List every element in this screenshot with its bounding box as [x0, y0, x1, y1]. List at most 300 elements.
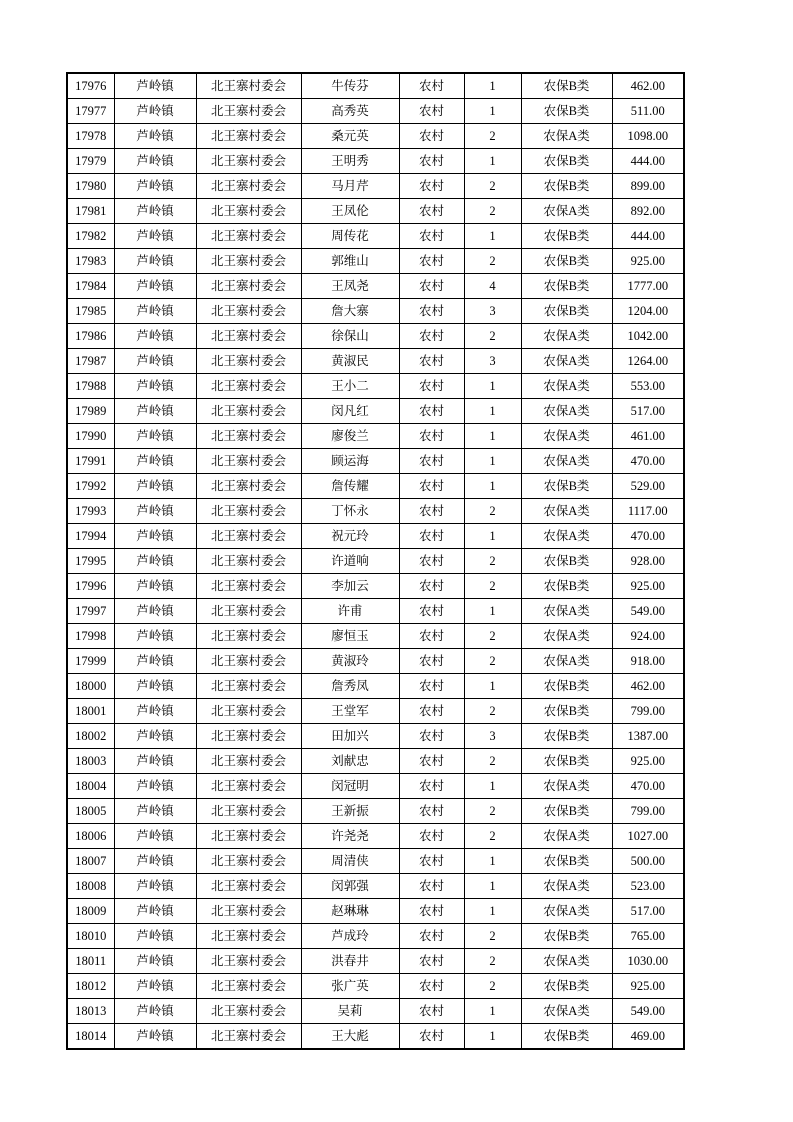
cell-sequence-number: 17996 [67, 574, 114, 599]
cell-village-committee: 北王寨村委会 [196, 599, 301, 624]
cell-person-name: 张广英 [301, 974, 399, 999]
cell-household-type: 农村 [399, 124, 464, 149]
cell-household-type: 农村 [399, 799, 464, 824]
cell-village-committee: 北王寨村委会 [196, 724, 301, 749]
cell-person-name: 周传花 [301, 224, 399, 249]
table-row [67, 399, 684, 424]
cell-insurance-category: 农保A类 [521, 449, 612, 474]
cell-amount: 511.00 [612, 99, 684, 124]
cell-household-type: 农村 [399, 424, 464, 449]
table-row [67, 824, 684, 849]
cell-amount: 918.00 [612, 649, 684, 674]
cell-household-type: 农村 [399, 174, 464, 199]
cell-person-name: 马月芹 [301, 174, 399, 199]
cell-person-count: 1 [464, 674, 521, 699]
table-row [67, 799, 684, 824]
cell-person-count: 2 [464, 824, 521, 849]
table-row [67, 624, 684, 649]
cell-sequence-number: 17977 [67, 99, 114, 124]
cell-town: 芦岭镇 [114, 799, 196, 824]
cell-household-type: 农村 [399, 574, 464, 599]
table-row [67, 649, 684, 674]
cell-person-name: 许甫 [301, 599, 399, 624]
cell-person-count: 1 [464, 224, 521, 249]
cell-household-type: 农村 [399, 374, 464, 399]
cell-town: 芦岭镇 [114, 749, 196, 774]
cell-household-type: 农村 [399, 824, 464, 849]
cell-amount: 470.00 [612, 774, 684, 799]
cell-person-count: 1 [464, 599, 521, 624]
cell-person-count: 2 [464, 624, 521, 649]
cell-amount: 517.00 [612, 899, 684, 924]
cell-sequence-number: 17979 [67, 149, 114, 174]
cell-town: 芦岭镇 [114, 974, 196, 999]
cell-village-committee: 北王寨村委会 [196, 949, 301, 974]
cell-household-type: 农村 [399, 599, 464, 624]
cell-sequence-number: 17986 [67, 324, 114, 349]
cell-person-count: 2 [464, 974, 521, 999]
cell-village-committee: 北王寨村委会 [196, 999, 301, 1024]
cell-household-type: 农村 [399, 674, 464, 699]
cell-sequence-number: 17976 [67, 73, 114, 99]
cell-insurance-category: 农保A类 [521, 774, 612, 799]
cell-insurance-category: 农保A类 [521, 824, 612, 849]
cell-town: 芦岭镇 [114, 524, 196, 549]
cell-household-type: 农村 [399, 624, 464, 649]
table-row [67, 499, 684, 524]
cell-amount: 462.00 [612, 73, 684, 99]
table-body [67, 73, 684, 1049]
roster-table [66, 72, 685, 1050]
cell-amount: 523.00 [612, 874, 684, 899]
table-row [67, 99, 684, 124]
cell-sequence-number: 18007 [67, 849, 114, 874]
cell-person-name: 桑元英 [301, 124, 399, 149]
cell-household-type: 农村 [399, 974, 464, 999]
cell-village-committee: 北王寨村委会 [196, 874, 301, 899]
cell-person-count: 2 [464, 549, 521, 574]
cell-person-name: 李加云 [301, 574, 399, 599]
cell-insurance-category: 农保B类 [521, 749, 612, 774]
cell-village-committee: 北王寨村委会 [196, 549, 301, 574]
cell-person-name: 高秀英 [301, 99, 399, 124]
cell-amount: 469.00 [612, 1024, 684, 1050]
cell-household-type: 农村 [399, 649, 464, 674]
cell-amount: 925.00 [612, 974, 684, 999]
cell-person-name: 王凤尧 [301, 274, 399, 299]
cell-person-name: 徐保山 [301, 324, 399, 349]
cell-amount: 928.00 [612, 549, 684, 574]
cell-village-committee: 北王寨村委会 [196, 174, 301, 199]
cell-town: 芦岭镇 [114, 424, 196, 449]
cell-sequence-number: 17985 [67, 299, 114, 324]
cell-amount: 1027.00 [612, 824, 684, 849]
cell-person-count: 1 [464, 774, 521, 799]
cell-person-name: 田加兴 [301, 724, 399, 749]
cell-village-committee: 北王寨村委会 [196, 449, 301, 474]
cell-person-count: 2 [464, 124, 521, 149]
cell-amount: 924.00 [612, 624, 684, 649]
cell-village-committee: 北王寨村委会 [196, 424, 301, 449]
cell-sequence-number: 17994 [67, 524, 114, 549]
cell-person-name: 刘献忠 [301, 749, 399, 774]
cell-insurance-category: 农保B类 [521, 73, 612, 99]
cell-person-name: 王凤伦 [301, 199, 399, 224]
cell-insurance-category: 农保B类 [521, 174, 612, 199]
cell-sequence-number: 17991 [67, 449, 114, 474]
cell-town: 芦岭镇 [114, 73, 196, 99]
cell-household-type: 农村 [399, 924, 464, 949]
cell-amount: 549.00 [612, 999, 684, 1024]
cell-person-name: 詹传耀 [301, 474, 399, 499]
cell-village-committee: 北王寨村委会 [196, 73, 301, 99]
cell-town: 芦岭镇 [114, 249, 196, 274]
table-row [67, 774, 684, 799]
cell-household-type: 农村 [399, 699, 464, 724]
cell-town: 芦岭镇 [114, 99, 196, 124]
cell-village-committee: 北王寨村委会 [196, 199, 301, 224]
cell-town: 芦岭镇 [114, 1024, 196, 1050]
cell-amount: 1117.00 [612, 499, 684, 524]
cell-household-type: 农村 [399, 349, 464, 374]
table-row [67, 874, 684, 899]
cell-insurance-category: 农保A类 [521, 124, 612, 149]
cell-insurance-category: 农保B类 [521, 249, 612, 274]
cell-insurance-category: 农保A类 [521, 899, 612, 924]
cell-amount: 1777.00 [612, 274, 684, 299]
cell-sequence-number: 18003 [67, 749, 114, 774]
cell-insurance-category: 农保B类 [521, 99, 612, 124]
cell-person-name: 吴莉 [301, 999, 399, 1024]
cell-town: 芦岭镇 [114, 124, 196, 149]
cell-village-committee: 北王寨村委会 [196, 149, 301, 174]
cell-town: 芦岭镇 [114, 824, 196, 849]
cell-sequence-number: 18000 [67, 674, 114, 699]
cell-sequence-number: 17995 [67, 549, 114, 574]
cell-household-type: 农村 [399, 549, 464, 574]
cell-amount: 1264.00 [612, 349, 684, 374]
cell-amount: 1204.00 [612, 299, 684, 324]
cell-person-name: 廖恒玉 [301, 624, 399, 649]
cell-amount: 553.00 [612, 374, 684, 399]
table-row [67, 974, 684, 999]
cell-person-count: 2 [464, 924, 521, 949]
cell-town: 芦岭镇 [114, 624, 196, 649]
table-row [67, 724, 684, 749]
table-row [67, 924, 684, 949]
table-row [67, 674, 684, 699]
cell-insurance-category: 农保B类 [521, 924, 612, 949]
cell-insurance-category: 农保B类 [521, 149, 612, 174]
table-row [67, 73, 684, 99]
cell-household-type: 农村 [399, 149, 464, 174]
cell-sequence-number: 18001 [67, 699, 114, 724]
table-row [67, 1024, 684, 1050]
cell-person-name: 黄淑玲 [301, 649, 399, 674]
cell-household-type: 农村 [399, 949, 464, 974]
cell-person-count: 1 [464, 149, 521, 174]
cell-person-count: 2 [464, 699, 521, 724]
cell-person-count: 2 [464, 324, 521, 349]
cell-person-name: 牛传芬 [301, 73, 399, 99]
cell-person-name: 王堂军 [301, 699, 399, 724]
cell-household-type: 农村 [399, 724, 464, 749]
cell-amount: 892.00 [612, 199, 684, 224]
cell-amount: 925.00 [612, 574, 684, 599]
cell-insurance-category: 农保A类 [521, 199, 612, 224]
cell-person-count: 1 [464, 899, 521, 924]
cell-sequence-number: 17982 [67, 224, 114, 249]
cell-village-committee: 北王寨村委会 [196, 524, 301, 549]
cell-sequence-number: 18008 [67, 874, 114, 899]
cell-insurance-category: 农保B类 [521, 724, 612, 749]
table-row [67, 749, 684, 774]
cell-town: 芦岭镇 [114, 274, 196, 299]
cell-sequence-number: 17981 [67, 199, 114, 224]
table-row [67, 224, 684, 249]
cell-amount: 925.00 [612, 249, 684, 274]
cell-town: 芦岭镇 [114, 399, 196, 424]
cell-person-count: 1 [464, 474, 521, 499]
cell-town: 芦岭镇 [114, 924, 196, 949]
cell-insurance-category: 农保B类 [521, 224, 612, 249]
cell-insurance-category: 农保A类 [521, 949, 612, 974]
cell-amount: 444.00 [612, 224, 684, 249]
cell-amount: 549.00 [612, 599, 684, 624]
cell-person-name: 周清侠 [301, 849, 399, 874]
cell-person-count: 2 [464, 749, 521, 774]
cell-person-name: 洪春井 [301, 949, 399, 974]
table-row [67, 849, 684, 874]
table-row [67, 549, 684, 574]
cell-insurance-category: 农保A类 [521, 874, 612, 899]
cell-household-type: 农村 [399, 249, 464, 274]
cell-amount: 1098.00 [612, 124, 684, 149]
cell-village-committee: 北王寨村委会 [196, 774, 301, 799]
cell-insurance-category: 农保A类 [521, 624, 612, 649]
cell-person-name: 廖俊兰 [301, 424, 399, 449]
cell-town: 芦岭镇 [114, 349, 196, 374]
cell-town: 芦岭镇 [114, 549, 196, 574]
cell-town: 芦岭镇 [114, 649, 196, 674]
table-row [67, 449, 684, 474]
cell-sequence-number: 18014 [67, 1024, 114, 1050]
cell-household-type: 农村 [399, 224, 464, 249]
cell-insurance-category: 农保A类 [521, 649, 612, 674]
table-row [67, 574, 684, 599]
cell-insurance-category: 农保A类 [521, 324, 612, 349]
cell-person-count: 4 [464, 274, 521, 299]
cell-sequence-number: 18010 [67, 924, 114, 949]
cell-household-type: 农村 [399, 324, 464, 349]
cell-person-name: 詹秀凤 [301, 674, 399, 699]
table-row [67, 474, 684, 499]
cell-amount: 925.00 [612, 749, 684, 774]
cell-village-committee: 北王寨村委会 [196, 499, 301, 524]
cell-town: 芦岭镇 [114, 774, 196, 799]
cell-village-committee: 北王寨村委会 [196, 474, 301, 499]
cell-person-name: 王大彪 [301, 1024, 399, 1050]
cell-amount: 1042.00 [612, 324, 684, 349]
cell-sequence-number: 17997 [67, 599, 114, 624]
cell-village-committee: 北王寨村委会 [196, 674, 301, 699]
table-row [67, 949, 684, 974]
cell-insurance-category: 农保A类 [521, 999, 612, 1024]
cell-town: 芦岭镇 [114, 874, 196, 899]
cell-insurance-category: 农保B类 [521, 274, 612, 299]
cell-amount: 1030.00 [612, 949, 684, 974]
cell-town: 芦岭镇 [114, 449, 196, 474]
cell-person-name: 王新振 [301, 799, 399, 824]
cell-insurance-category: 农保B类 [521, 299, 612, 324]
cell-person-count: 1 [464, 399, 521, 424]
cell-town: 芦岭镇 [114, 224, 196, 249]
cell-sequence-number: 18013 [67, 999, 114, 1024]
cell-insurance-category: 农保B类 [521, 974, 612, 999]
cell-insurance-category: 农保A类 [521, 599, 612, 624]
cell-amount: 799.00 [612, 799, 684, 824]
cell-person-count: 1 [464, 1024, 521, 1050]
cell-amount: 500.00 [612, 849, 684, 874]
table-row [67, 524, 684, 549]
cell-person-name: 丁怀永 [301, 499, 399, 524]
cell-town: 芦岭镇 [114, 174, 196, 199]
cell-town: 芦岭镇 [114, 374, 196, 399]
cell-person-count: 1 [464, 73, 521, 99]
cell-household-type: 农村 [399, 774, 464, 799]
cell-sequence-number: 18009 [67, 899, 114, 924]
cell-insurance-category: 农保A类 [521, 399, 612, 424]
cell-sequence-number: 17987 [67, 349, 114, 374]
cell-household-type: 农村 [399, 399, 464, 424]
cell-household-type: 农村 [399, 199, 464, 224]
cell-sequence-number: 17998 [67, 624, 114, 649]
cell-person-count: 1 [464, 999, 521, 1024]
cell-sequence-number: 18002 [67, 724, 114, 749]
cell-person-count: 2 [464, 499, 521, 524]
cell-village-committee: 北王寨村委会 [196, 899, 301, 924]
table-row [67, 274, 684, 299]
cell-insurance-category: 农保B类 [521, 799, 612, 824]
table-row [67, 199, 684, 224]
cell-amount: 899.00 [612, 174, 684, 199]
cell-person-count: 2 [464, 799, 521, 824]
table-row [67, 149, 684, 174]
cell-household-type: 农村 [399, 1024, 464, 1050]
cell-town: 芦岭镇 [114, 499, 196, 524]
cell-household-type: 农村 [399, 899, 464, 924]
cell-insurance-category: 农保A类 [521, 524, 612, 549]
cell-person-name: 许尧尧 [301, 824, 399, 849]
cell-town: 芦岭镇 [114, 999, 196, 1024]
cell-sequence-number: 18012 [67, 974, 114, 999]
cell-sequence-number: 17988 [67, 374, 114, 399]
cell-household-type: 农村 [399, 274, 464, 299]
cell-insurance-category: 农保B类 [521, 549, 612, 574]
cell-person-count: 3 [464, 299, 521, 324]
table-row [67, 299, 684, 324]
cell-household-type: 农村 [399, 874, 464, 899]
cell-person-count: 1 [464, 849, 521, 874]
cell-town: 芦岭镇 [114, 324, 196, 349]
cell-person-name: 祝元玲 [301, 524, 399, 549]
cell-village-committee: 北王寨村委会 [196, 224, 301, 249]
cell-village-committee: 北王寨村委会 [196, 1024, 301, 1050]
cell-sequence-number: 17989 [67, 399, 114, 424]
cell-town: 芦岭镇 [114, 949, 196, 974]
cell-sequence-number: 17992 [67, 474, 114, 499]
cell-insurance-category: 农保B类 [521, 574, 612, 599]
cell-person-count: 3 [464, 349, 521, 374]
cell-town: 芦岭镇 [114, 474, 196, 499]
cell-village-committee: 北王寨村委会 [196, 849, 301, 874]
cell-person-count: 1 [464, 424, 521, 449]
cell-person-count: 1 [464, 524, 521, 549]
cell-household-type: 农村 [399, 849, 464, 874]
cell-person-count: 2 [464, 949, 521, 974]
cell-town: 芦岭镇 [114, 674, 196, 699]
cell-person-name: 顾运海 [301, 449, 399, 474]
cell-village-committee: 北王寨村委会 [196, 699, 301, 724]
table-row [67, 424, 684, 449]
cell-village-committee: 北王寨村委会 [196, 749, 301, 774]
cell-town: 芦岭镇 [114, 899, 196, 924]
cell-village-committee: 北王寨村委会 [196, 574, 301, 599]
cell-household-type: 农村 [399, 474, 464, 499]
cell-household-type: 农村 [399, 499, 464, 524]
cell-town: 芦岭镇 [114, 699, 196, 724]
cell-person-name: 黄淑民 [301, 349, 399, 374]
cell-sequence-number: 18006 [67, 824, 114, 849]
cell-amount: 462.00 [612, 674, 684, 699]
cell-person-name: 闵郭强 [301, 874, 399, 899]
cell-person-count: 1 [464, 874, 521, 899]
cell-town: 芦岭镇 [114, 199, 196, 224]
cell-sequence-number: 18004 [67, 774, 114, 799]
cell-insurance-category: 农保B类 [521, 474, 612, 499]
table-row [67, 174, 684, 199]
cell-village-committee: 北王寨村委会 [196, 649, 301, 674]
cell-village-committee: 北王寨村委会 [196, 399, 301, 424]
cell-person-count: 2 [464, 649, 521, 674]
cell-village-committee: 北王寨村委会 [196, 624, 301, 649]
cell-sequence-number: 17978 [67, 124, 114, 149]
cell-village-committee: 北王寨村委会 [196, 299, 301, 324]
cell-person-count: 2 [464, 249, 521, 274]
cell-person-count: 2 [464, 174, 521, 199]
cell-person-name: 詹大寨 [301, 299, 399, 324]
cell-insurance-category: 农保A类 [521, 424, 612, 449]
cell-person-name: 芦成玲 [301, 924, 399, 949]
cell-insurance-category: 农保B类 [521, 849, 612, 874]
cell-person-name: 闵凡红 [301, 399, 399, 424]
cell-town: 芦岭镇 [114, 849, 196, 874]
cell-sequence-number: 17993 [67, 499, 114, 524]
cell-person-name: 王明秀 [301, 149, 399, 174]
cell-town: 芦岭镇 [114, 599, 196, 624]
cell-village-committee: 北王寨村委会 [196, 249, 301, 274]
table-row [67, 249, 684, 274]
cell-village-committee: 北王寨村委会 [196, 274, 301, 299]
cell-household-type: 农村 [399, 749, 464, 774]
cell-town: 芦岭镇 [114, 574, 196, 599]
cell-household-type: 农村 [399, 73, 464, 99]
cell-sequence-number: 17980 [67, 174, 114, 199]
table-row [67, 899, 684, 924]
cell-village-committee: 北王寨村委会 [196, 99, 301, 124]
cell-household-type: 农村 [399, 524, 464, 549]
table-row [67, 599, 684, 624]
